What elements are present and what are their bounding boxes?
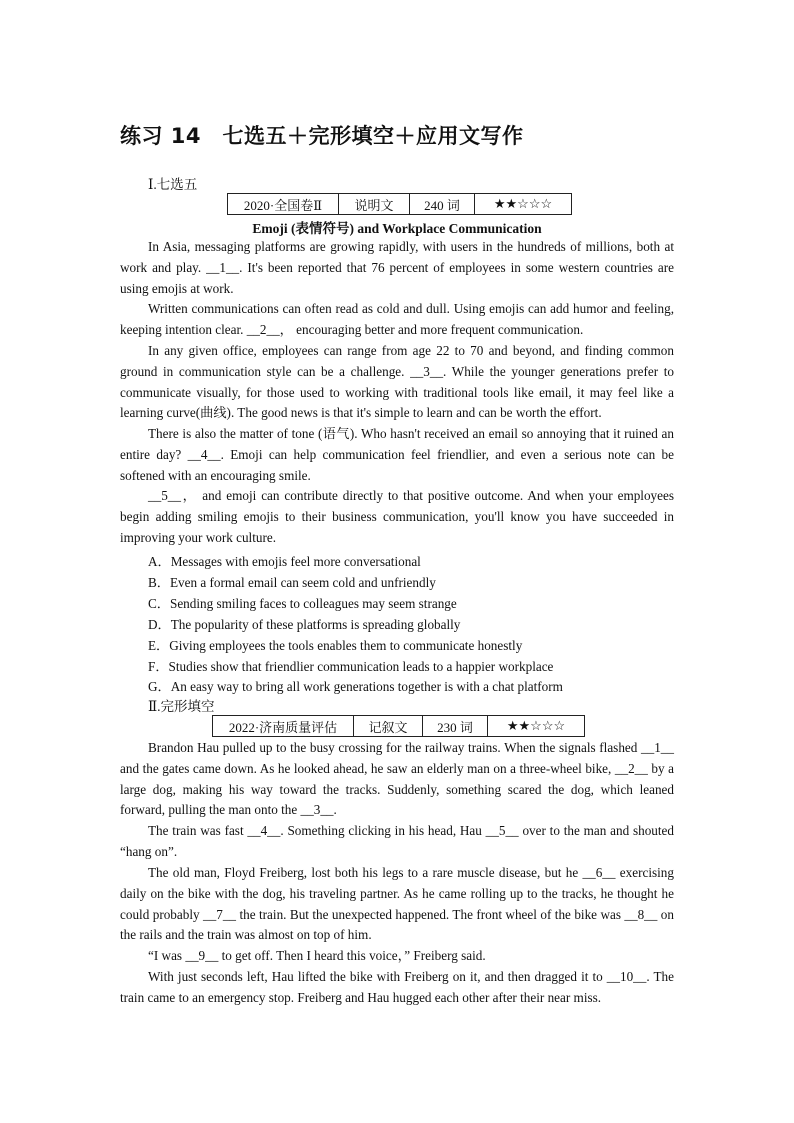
info-difficulty-stars: ★★☆☆☆ xyxy=(475,194,572,215)
passage-title: Emoji (表情符号) and Workplace Communication xyxy=(252,221,542,236)
page-title: 练习 14 七选五＋完形填空＋应用文写作 xyxy=(120,124,524,148)
passage-paragraph: __5__， and emoji can contribute directly to that positive outcome. And when your employees begin adding smiling emojis to their business communication, you'll know you have succeeded in improving your work culture. xyxy=(120,488,674,545)
option-a: A．Messages with emojis feel more conversational xyxy=(148,554,421,569)
info-genre: 说明文 xyxy=(339,194,410,215)
passage-paragraph: There is also the matter of tone (语气). Who hasn't received an email so annoying that it ruined an entire day? __4__. Emoji can help communication feel friendlier, and even a serious note can be softened with an encouraging smile. xyxy=(120,426,674,483)
passage-paragraph: In Asia, messaging platforms are growing rapidly, with users in the hundreds of millions, both at work and play. __1__. It's been reported that 76 percent of employees in some western countries are using emojis at work. xyxy=(120,239,674,296)
option-f: F．Studies show that friendlier communication leads to a happier workplace xyxy=(148,659,554,674)
option-g: G．An easy way to bring all work generations together is with a chat platform xyxy=(148,679,563,694)
cloze-paragraph: Brandon Hau pulled up to the busy crossing for the railway trains. When the signals flashed __1__ and the gates came down. As he looked ahead, he saw an elderly man on a three-wheel bike, __2__ by a large dog, making his way toward the tracks. Suddenly, something scared the dog, which leaned forward, pulling the man onto the __3__. xyxy=(120,740,674,818)
option-e: E．Giving employees the tools enables them to communicate honestly xyxy=(148,638,523,653)
option-b: B．Even a formal email can seem cold and unfriendly xyxy=(148,575,436,590)
option-c: C．Sending smiling faces to colleagues may seem strange xyxy=(148,596,457,611)
cloze-paragraph: The train was fast __4__. Something clicking in his head, Hau __5__ over to the man and shouted “hang on”. xyxy=(120,823,674,859)
cloze-paragraph: “I was __9__ to get off. Then I heard this voice，” Freiberg said. xyxy=(148,948,486,963)
info-word-count: 230 词 xyxy=(423,716,488,737)
info-source: 2020·全国卷Ⅱ xyxy=(228,194,339,215)
info-difficulty-stars: ★★☆☆☆ xyxy=(488,716,585,737)
cloze-paragraph: The old man, Floyd Freiberg, lost both his legs to a rare muscle disease, but he __6__ exercising daily on the bike with the dog, his traveling partner. As he came rolling up to the tracks, he thought he could probably __7__ the train. But the unexpected happened. The front wheel of the bike was __8__ on the rails and the train was almost on top of him. xyxy=(120,865,674,943)
passage-info-table xyxy=(212,715,585,737)
section-heading-cloze: Ⅱ.完形填空 xyxy=(148,699,215,714)
passage-paragraph: Written communications can often read as cold and dull. Using emojis can add humor and feeling, keeping intention clear. __2__， encouraging better and more frequent communication. xyxy=(120,301,674,337)
passage-info-table xyxy=(227,193,572,215)
option-d: D．The popularity of these platforms is spreading globally xyxy=(148,617,461,632)
info-source: 2022·济南质量评估 xyxy=(213,716,354,737)
section-heading-seven-choose-five: Ⅰ.七选五 xyxy=(148,177,198,192)
passage-paragraph: In any given office, employees can range from age 22 to 70 and beyond, and finding common ground in communication style can be a challenge. __3__. While the younger generations prefer to communicate visually, for those used to working with traditional tools like email, it may feel like a learning curve(曲线). The good news is that it's simple to learn and can be worth the effort. xyxy=(120,343,674,421)
info-genre: 记叙文 xyxy=(354,716,423,737)
info-word-count: 240 词 xyxy=(410,194,475,215)
cloze-paragraph: With just seconds left, Hau lifted the bike with Freiberg on it, and then dragged it to __10__. The train came to an emergency stop. Freiberg and Hau hugged each other after their near miss. xyxy=(120,969,674,1005)
